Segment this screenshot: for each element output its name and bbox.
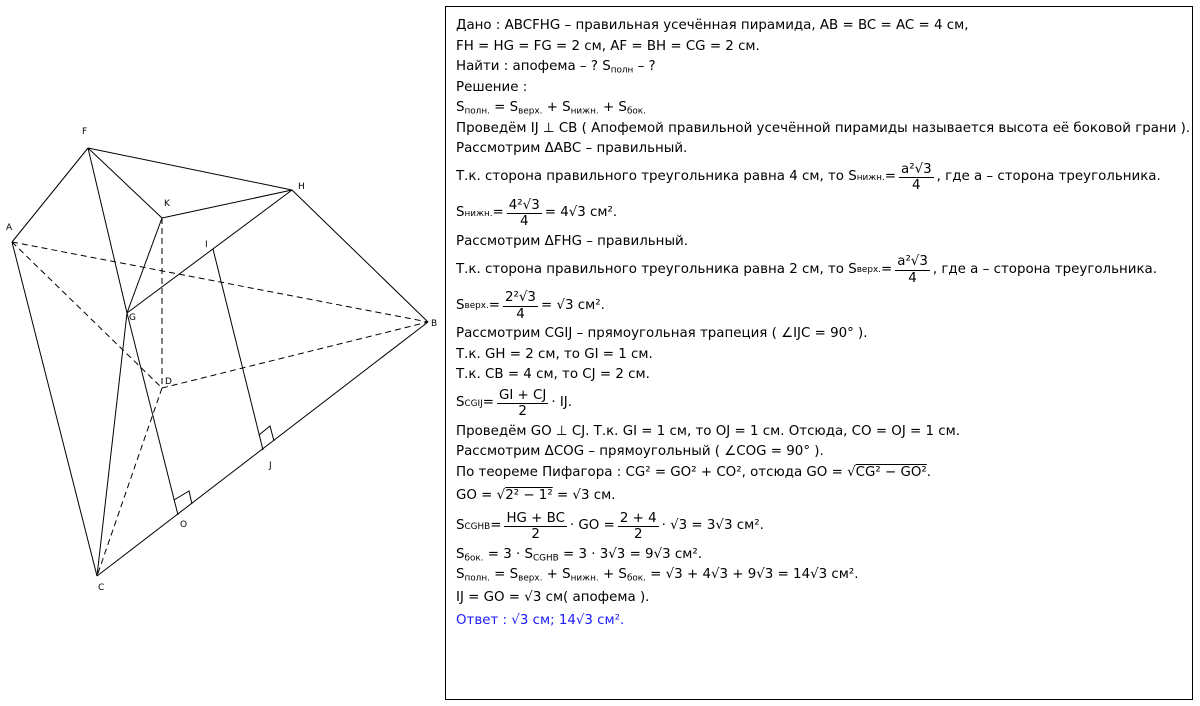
right-angle-O xyxy=(174,491,192,504)
total-area-value: $S_{полн.} = S_{верх.} + S_{нижн.} + S_{бок.} = √3 + 4√3 + 9√3 = 14√3$ см². xyxy=(456,567,859,584)
label-G: G xyxy=(129,313,136,323)
triangle-fhg-line: Рассмотрим ΔFHG – правильный. xyxy=(456,233,688,249)
go-construction: Проведём GO ⊥ CJ. Т.к. GI = 1 см, то OJ = 1 см. Отсюда, CO = OJ = 1 см. xyxy=(456,423,961,439)
go-value: GO = √2² − 1² = √3 см. xyxy=(456,487,616,503)
cj-line: Т.к. CB = 4 см, то CJ = 2 см. xyxy=(456,367,650,382)
segment-GO xyxy=(127,313,178,515)
solution-heading: Решение : xyxy=(456,79,528,95)
label-C: C xyxy=(98,583,105,593)
edge-FK xyxy=(88,148,162,218)
label-O: O xyxy=(180,520,188,530)
given-line-2: FH = HG = FG = 2 см, AF = BH = CG = 2 см. xyxy=(456,38,760,54)
edge-AC xyxy=(12,242,97,576)
solution-panel xyxy=(445,6,1193,700)
edge-FH xyxy=(88,148,292,190)
trapezoid-area-formula: S CGIJ = $\frac{GI + CJ}{2}$ · IJ. xyxy=(456,387,572,419)
upper-base-formula: Т.к. сторона правильного треугольника равна 2 см, то S верх. = $\frac{\text{a²√3}}{4}$ , где a – сторона треугольника. xyxy=(456,254,1158,286)
edge-AF xyxy=(12,148,88,242)
triangle-abc-line: Рассмотрим ΔABC – правильный. xyxy=(456,141,688,156)
hidden-edge-AD xyxy=(12,242,162,388)
pyramid-figure xyxy=(0,0,440,706)
edge-GC xyxy=(97,313,127,576)
label-D: D xyxy=(165,377,172,387)
label-K: K xyxy=(164,199,170,209)
lower-base-value: S нижн. = $\frac{\text{4²√3}}{4}$ = 4√3 см². xyxy=(456,197,618,229)
label-B: B xyxy=(431,319,438,329)
label-A: A xyxy=(6,223,13,233)
label-J: J xyxy=(269,461,272,471)
triangle-cog-line: Рассмотрим ΔCOG – прямоугольный ( ∠COG = 90° ). xyxy=(456,444,824,459)
apothem-construction: Проведём IJ ⊥ CB ( Апофемой правильной усечённой пирамиды называется высота её боковой грани ). xyxy=(456,120,1191,136)
label-H: H xyxy=(298,182,305,192)
segment-IJ xyxy=(213,249,263,450)
label-F: F xyxy=(82,127,88,137)
lower-base-formula: Т.к. сторона правильного треугольника равна 4 см, то S нижн. = $\frac{\text{a²√3}}{4}$ , где a – сторона треугольника. xyxy=(456,161,1161,193)
trapezoid-line: Рассмотрим CGIJ – прямоугольная трапеция ( ∠IJC = 90° ). xyxy=(456,326,868,341)
hidden-edge-AB xyxy=(12,242,428,322)
gi-line: Т.к. GH = 2 см, то GI = 1 см. xyxy=(456,346,653,362)
pythagoras-line: По теореме Пифагора : CG² = GO² + CO², отсюда GO = √CG² − GO². xyxy=(456,464,932,480)
label-I: I xyxy=(205,240,208,250)
edge-HB xyxy=(292,190,428,322)
lateral-area-line: $S_{бок.} = 3 \cdot S_{CGHB} = 3 \cdot 3√3 = 9√3$ см². xyxy=(456,546,702,564)
answer-line: Ответ : √3 см; 14√3 см². xyxy=(456,613,625,628)
lateral-face-area: S CGHB = $\frac{HG + BC}{2}$ · GO = $\frac{2 + 4}{2}$ · √3 = 3√3 см². xyxy=(456,510,764,542)
apothem-value: IJ = GO = √3 см( апофема ). xyxy=(456,590,650,605)
hidden-edge-DC xyxy=(97,388,162,576)
given-line-1: Дано : ABCFHG – правильная усечённая пирамида, AB = BC = AC = 4 см, xyxy=(456,18,969,33)
edge-FG xyxy=(88,148,127,313)
right-angle-J xyxy=(259,426,274,441)
hidden-edge-DB xyxy=(162,322,428,388)
upper-base-value: S верх. = $\frac{\text{2²√3}}{4}$ = √3 см². xyxy=(456,290,605,322)
total-area-formula: $S_{полн.} = S_{верх.} + S_{нижн.} + S_{бок.}$ xyxy=(456,100,646,117)
find-line: Найти : апофема – ? $S_{полн}$ – ? xyxy=(456,59,656,76)
